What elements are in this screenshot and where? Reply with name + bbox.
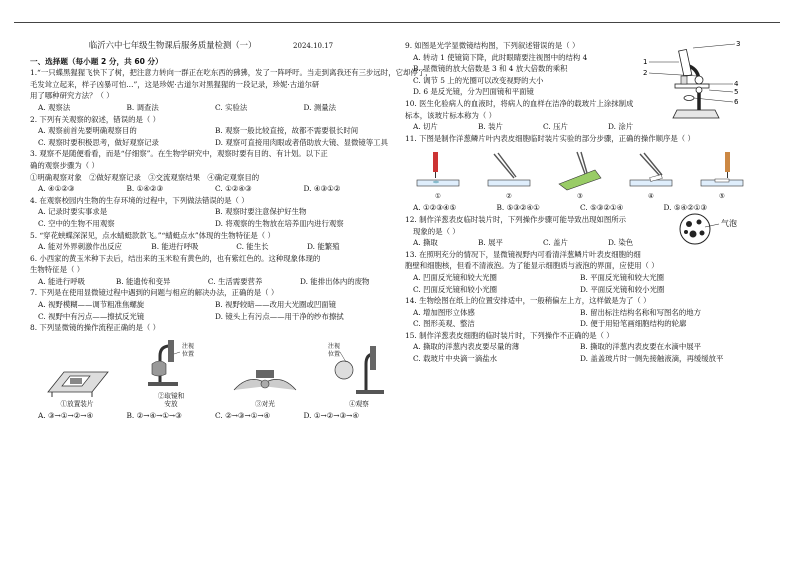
option-b: B. 能遗传和变异 bbox=[115, 276, 171, 286]
q3-options bbox=[30, 183, 392, 195]
q8-fig-4 bbox=[326, 340, 392, 408]
label-1: 1 bbox=[643, 58, 648, 66]
question-7 bbox=[30, 287, 392, 322]
q8-stem: 8. 下列显微镜的操作流程正确的是（ ） bbox=[30, 323, 161, 333]
option-d: D. ①→②→③→④ bbox=[303, 410, 359, 420]
q9-stem: 9. 如图是光学显微镜结构图，下列叙述错误的是（ ） bbox=[405, 41, 580, 50]
q13-options-ab bbox=[405, 272, 747, 284]
q14-stem: 14. 生物绘图在纸上的位置安排适中，一般稍偏左上方，这样做是为了（ ） bbox=[405, 296, 651, 306]
q8-options bbox=[30, 410, 392, 422]
q11-figures bbox=[413, 146, 747, 200]
option-b: B. 展平 bbox=[478, 238, 503, 248]
option-c: C. ②→③→①→④ bbox=[215, 410, 271, 420]
q8-fig-1-caption: ①放置装片 bbox=[60, 399, 94, 408]
observe-illustration bbox=[326, 340, 392, 400]
stain-dropper-illustration bbox=[697, 150, 747, 192]
question-12 bbox=[405, 214, 747, 249]
q11-fig-1-label: ① bbox=[435, 192, 441, 201]
q7-stem: 7. 下列是在使用显微镜过程中遇到的问题与相应的解决办法，正确的是（ ） bbox=[30, 288, 279, 298]
position-label: 位置 bbox=[328, 350, 341, 358]
option-c: C. 调节 5 上的光圈可以改变视野的大小 bbox=[413, 75, 544, 85]
q8-figures bbox=[42, 336, 392, 408]
option-b: B. 观察时要注意保护好生物 bbox=[215, 207, 307, 217]
q3-stem-2: 确的观察步骤为（ ） bbox=[30, 160, 99, 170]
q13-stem: 13. 在照明充分的情况下，显微镜视野内可看清洋葱鳞片叶表皮细胞的细 bbox=[405, 249, 641, 259]
option-c: C. 能生长 bbox=[236, 242, 269, 252]
option-d: D. 能排出体内的废物 bbox=[299, 276, 370, 286]
option-d: D. 测量法 bbox=[303, 102, 337, 112]
option-a: A. 增加图形立体感 bbox=[413, 307, 475, 317]
q12-stem-2: 现象的是（ ） bbox=[413, 226, 460, 236]
question-15 bbox=[405, 330, 747, 365]
option-a: A. 撕取的洋葱内表皮要尽量的薄 bbox=[413, 342, 520, 352]
q15-stem: 15. 制作洋葱表皮细胞的临时装片时，下列操作不正确的是（ ） bbox=[405, 330, 614, 340]
q10-stem-2: 标本，该玻片标本称为（ ） bbox=[405, 110, 497, 120]
option-c: C. 空中的生物不用观察 bbox=[38, 218, 115, 228]
q4-options-cd bbox=[30, 218, 392, 230]
q6-stem-2: 生物特征是（ ） bbox=[30, 265, 85, 275]
q11-fig-3 bbox=[555, 150, 605, 200]
option-b: B. 平面反光镜和较大光圈 bbox=[580, 272, 665, 282]
q6-stem: 6. 小西家的黄玉米种下去后，结出来的玉米粒有黄色的，也有紫红色的。这种现象体现的 bbox=[30, 253, 321, 263]
option-d: D. ⑤④②①③ bbox=[663, 203, 707, 213]
q13-options-cd bbox=[405, 284, 747, 296]
question-6 bbox=[30, 253, 392, 288]
label-4: 4 bbox=[734, 80, 739, 88]
q3-items: ①明确观察对象 ②做好观察记录 ③交流观察结果 ④确定观察目的 bbox=[30, 172, 260, 182]
option-c: C. ⑤③②①④ bbox=[580, 203, 624, 213]
label-5: 5 bbox=[734, 88, 739, 96]
q11-fig-5-label: ⑤ bbox=[719, 192, 725, 201]
bubble-label: 气泡 bbox=[721, 218, 737, 228]
option-a: A. 能对外界刺激作出反应 bbox=[38, 242, 122, 252]
question-1 bbox=[30, 67, 433, 113]
option-c: C. 视野中有污点——擦拭反光镜 bbox=[38, 311, 145, 321]
tissue-peel-illustration bbox=[555, 150, 605, 192]
option-b: B. 观察一般比较直接，故都不需要很长时间 bbox=[215, 126, 359, 136]
q10-stem: 10. 医生化验病人的血液时，将病人的血样在洁净的载玻片上涂抹制成 bbox=[405, 98, 634, 108]
q2-options-ab bbox=[30, 125, 392, 137]
q12-options bbox=[405, 237, 673, 249]
tweezers-slide-illustration bbox=[484, 150, 534, 192]
option-b: B. 调查法 bbox=[126, 102, 159, 112]
bubble-field-diagram bbox=[677, 212, 747, 246]
q10-options bbox=[405, 121, 673, 133]
option-d: D. ④③①② bbox=[303, 184, 341, 194]
option-d: D. 染色 bbox=[608, 238, 634, 248]
light-adjust-illustration bbox=[230, 360, 300, 400]
question-2 bbox=[30, 114, 392, 149]
option-a: A. 记录时要实事求是 bbox=[38, 207, 108, 217]
right-column bbox=[405, 40, 747, 365]
option-c: C. 盖片 bbox=[543, 238, 568, 248]
option-c: C. 压片 bbox=[543, 122, 568, 132]
q2-stem: 2. 下列有关观察的叙述，错误的是（ ） bbox=[30, 114, 161, 124]
option-b: B. 视野较暗——改用大光圈或凹面镜 bbox=[215, 300, 336, 310]
q11-fig-1 bbox=[413, 150, 463, 200]
q8-fig-3 bbox=[230, 360, 300, 408]
q5-options bbox=[30, 241, 392, 253]
q7-options-ab bbox=[30, 299, 392, 311]
option-c: C. 凹面反光镜和较小光圈 bbox=[413, 284, 497, 294]
q11-fig-2-label: ② bbox=[506, 192, 512, 201]
dropper-slide-illustration bbox=[413, 150, 463, 192]
option-d: D. 平面反光镜和较小光圈 bbox=[580, 284, 665, 294]
option-a: A. ③→①→②→④ bbox=[38, 410, 94, 420]
option-d: D. 观察可直接用肉眼或者借助放大镜、显微镜等工具 bbox=[215, 137, 388, 147]
q8-fig-2-caption-2: 安放 bbox=[164, 399, 178, 408]
q6-options bbox=[30, 276, 392, 288]
question-8 bbox=[30, 322, 392, 421]
microscope-diagram bbox=[639, 40, 739, 126]
option-d: D. 能繁殖 bbox=[307, 242, 340, 252]
gaze-label: 注视 bbox=[328, 342, 341, 350]
q4-stem: 4. 在观察校园内生物的生存环境的过程中，下列做法错误的是（ ） bbox=[30, 195, 249, 205]
q14-options-ab bbox=[405, 307, 747, 319]
option-b: B. ②→④→①→③ bbox=[126, 410, 182, 420]
q11-fig-2 bbox=[484, 150, 534, 200]
option-a: A. 观察前首先要明确观察目的 bbox=[38, 126, 137, 136]
q8-fig-2-caption: ②取镜和 bbox=[157, 391, 185, 400]
option-c: C. 实验法 bbox=[215, 102, 248, 112]
option-d: D. 6 是反光镜，分为凹面镜和平面镜 bbox=[413, 87, 534, 97]
label-2: 2 bbox=[643, 69, 648, 77]
exam-date: 2024.10.17 bbox=[293, 42, 334, 50]
label-6: 6 bbox=[734, 98, 739, 106]
option-c: C. 观察时要积极思考，做好观察记录 bbox=[38, 137, 159, 147]
q8-fig-2 bbox=[138, 336, 204, 408]
question-14 bbox=[405, 295, 747, 330]
option-a: A. ①②③④⑤ bbox=[413, 203, 457, 213]
q1-stem-3: 用了哪种研究方法？（ ） bbox=[30, 91, 114, 101]
question-11 bbox=[405, 133, 747, 214]
option-a: A. 凹面反光镜和较大光圈 bbox=[413, 272, 497, 282]
q12-stem: 12. 制作洋葱表皮临时装片时，下列操作步骤可能导致出现如图所示 bbox=[405, 214, 627, 224]
exam-header bbox=[30, 40, 392, 53]
question-3 bbox=[30, 148, 392, 194]
q2-options-cd bbox=[30, 137, 392, 149]
option-c: C. 载玻片中央滴一滴盐水 bbox=[413, 354, 497, 364]
option-c: C. 生活需要营养 bbox=[207, 276, 263, 286]
section-heading: 一、选择题（每小题 2 分，共 60 分） bbox=[30, 56, 163, 66]
q11-fig-4-label: ④ bbox=[648, 192, 654, 201]
q3-stem: 3. 观察不是随便看看，而是“仔细察”。在生物学研究中，观察时要有目的、有计划。以下正 bbox=[30, 149, 328, 159]
option-a: A. 转动 1 使镜筒下降，此时眼睛要注视图中的结构 4 bbox=[413, 52, 588, 62]
q11-stem: 11. 下图是制作洋葱鳞片叶内表皮细胞临时装片实验的部分步骤，正确的操作顺序是（ ） bbox=[405, 133, 695, 143]
q11-fig-3-label: ③ bbox=[577, 192, 583, 201]
option-b: B. ①④②③ bbox=[126, 184, 164, 194]
coverslip-illustration bbox=[626, 150, 676, 192]
option-b: B. 撕取的洋葱内表皮要在水滴中展平 bbox=[580, 342, 701, 352]
q1-options bbox=[30, 102, 392, 114]
q8-fig-3-caption: ③对光 bbox=[255, 399, 275, 408]
q11-fig-5 bbox=[697, 150, 747, 200]
option-b: B. 留出标注结构名称和写图名的地方 bbox=[580, 307, 701, 317]
q8-fig-4-caption: ④观察 bbox=[349, 399, 369, 408]
option-b: B. 装片 bbox=[478, 122, 503, 132]
option-a: A. 观察法 bbox=[38, 102, 71, 112]
option-d: D. 涂片 bbox=[608, 122, 634, 132]
question-13 bbox=[405, 249, 747, 295]
label-3: 3 bbox=[736, 40, 741, 48]
slide-placement-illustration bbox=[42, 364, 112, 400]
option-c: C. 图形美观、整洁 bbox=[413, 319, 475, 329]
option-b: B. 显微镜的放大倍数是 3 和 4 放大倍数的乘积 bbox=[413, 64, 568, 74]
top-rule bbox=[14, 22, 780, 23]
question-4 bbox=[30, 195, 392, 230]
option-a: A. 切片 bbox=[413, 122, 438, 132]
q15-options-ab bbox=[405, 341, 747, 353]
option-d: D. 镜头上有污点——用干净的纱布擦拭 bbox=[215, 311, 344, 321]
q15-options-cd bbox=[405, 353, 747, 365]
microscope-carry-illustration bbox=[138, 336, 204, 392]
q1-stem-2: 毛发耸立起来，样子凶暴可怕…”，这是珍妮·古道尔对黑猩猩的一段记录，珍妮·古道尔研 bbox=[30, 79, 320, 89]
option-a: A. 撕取 bbox=[413, 238, 438, 248]
q5-stem: 5. “穿花蛱蝶深深见，点水蜻蜓款款飞。”“蜻蜓点水”体现的生物特征是（ ） bbox=[30, 230, 275, 240]
option-d: D. 将观察的生物放在培养皿内进行观察 bbox=[215, 218, 344, 228]
option-b: B. ⑤③②④① bbox=[496, 203, 540, 213]
q1-stem: 1.“一只蝶黑猩猩飞快下了树，把注意力转向一群正在吃东西的狒狒，发了一阵呼吁。当走到离我还有三步远时，它却停了， bbox=[30, 68, 433, 78]
q14-options-cd bbox=[405, 318, 747, 330]
option-a: A. 视野模糊——调节粗准焦螺旋 bbox=[38, 300, 145, 310]
option-a: A. ④①②③ bbox=[38, 184, 75, 194]
q7-options-cd bbox=[30, 311, 392, 323]
q11-fig-4 bbox=[626, 150, 676, 200]
option-d: D. 便于用铅笔画细胞结构的轮廓 bbox=[580, 319, 687, 329]
option-c: C. ①②④③ bbox=[215, 184, 252, 194]
q4-options-ab bbox=[30, 206, 392, 218]
option-d: D. 盖盖玻片时一侧先接触液滴，再缓缓放平 bbox=[580, 354, 724, 364]
q13-stem-2: 胞壁和细胞核，但看不清液泡。为了能显示细胞质与液泡的界面，应使用（ ） bbox=[405, 261, 659, 271]
question-5 bbox=[30, 230, 392, 253]
option-a: A. 能进行呼吸 bbox=[38, 276, 85, 286]
option-b: B. 能进行呼吸 bbox=[151, 242, 199, 252]
position-label: 位置 bbox=[182, 350, 195, 358]
gaze-label: 注视 bbox=[182, 342, 195, 350]
q8-fig-1 bbox=[42, 364, 112, 408]
exam-title: 临沂六中七年级生物课后服务质量检测（一） bbox=[88, 40, 257, 50]
